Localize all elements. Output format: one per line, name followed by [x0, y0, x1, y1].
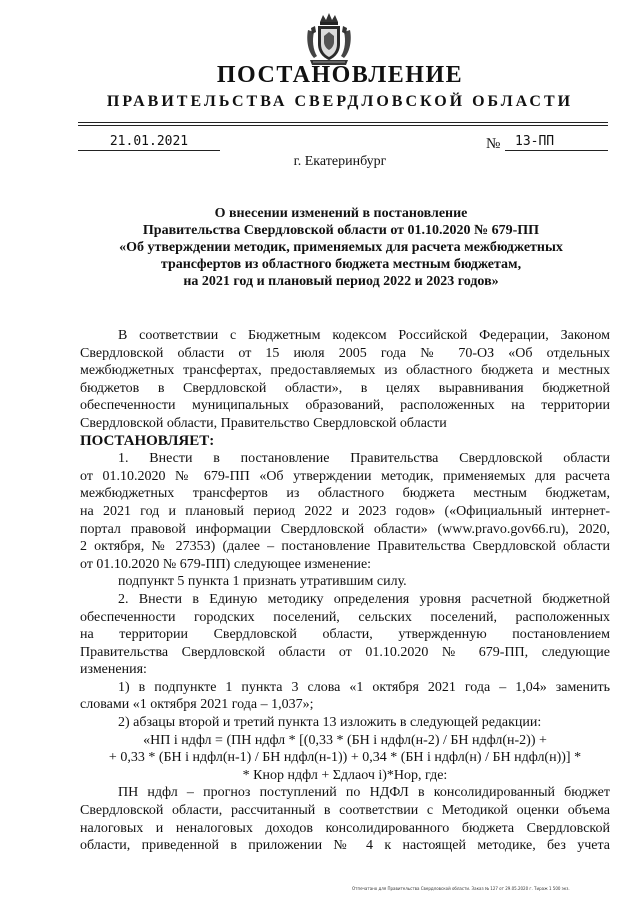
- heading-line: Правительства Свердловской области от 01.10.2020 № 679-ПП: [142, 223, 540, 238]
- body-line: бюджетов в Свердловской области», в целях выравнивания бюджетной: [80, 380, 610, 396]
- document-number: 13-ПП: [505, 134, 608, 151]
- body-line: ПН ндфл – прогноз поступлений по НДФЛ в консолидированный бюджет: [118, 785, 610, 801]
- body-line: межбюджетных трансфертах, предоставляемых из областного бюджета и местных: [80, 363, 610, 379]
- resolves-keyword: ПОСТАНОВЛЯЕТ:: [80, 432, 215, 449]
- body-line: 1. Внести в постановление Правительства Свердловской области: [118, 451, 610, 467]
- body-line: В соответствии с Бюджетным кодексом Российской Федерации, Законом: [118, 328, 610, 343]
- header-divider: [78, 122, 608, 126]
- body-line: 2. Внести в Единую методику определения уровня расчетной бюджетной: [118, 591, 610, 607]
- body-line: 2 октября, № 27353) (далее – постановление Правительства Свердловской области: [80, 539, 610, 555]
- heading-line: «Об утверждении методик, применяемых для расчета межбюджетных: [119, 240, 563, 255]
- body-line: на 2021 год и плановый период 2022 и 2023 годов» («Официальный интернет-: [80, 503, 610, 519]
- body-line: обеспеченности муниципальных образований, расположенных на территории: [80, 398, 610, 414]
- body-line: межбюджетных трансфертов из областного бюджета местным бюджетам,: [80, 486, 610, 502]
- body-line: подпункт 5 пункта 1 признать утратившим силу.: [118, 574, 407, 590]
- heading-line: О внесении изменений в постановление: [214, 206, 468, 221]
- formula-line: «НП i ндфл = (ПН ндфл * [(0,33 * (БН i ндфл(н-2) / БН ндфл(н-2)) +: [143, 732, 547, 748]
- formula-line: * Кнор ндфл + Σдлаоч i)*Нор, где:: [242, 767, 448, 783]
- body-line: обеспеченности городских поселений, сельских поселений, расположенных: [80, 609, 610, 625]
- formula-line: + 0,33 * (БН i ндфл(н-1) / БН ндфл(н-1)) + 0,34 * (БН i ндфл(н) / БН ндфл(н))] *: [108, 750, 582, 766]
- body-line: изменения:: [80, 662, 147, 678]
- body-line: портал правовой информации Свердловской области» (www.pravo.gov66.ru), 2020,: [80, 521, 610, 537]
- body-line: Свердловской области от 15 июля 2005 года № 70-ОЗ «Об отдельных: [80, 345, 610, 361]
- document-date: 21.01.2021: [78, 134, 220, 151]
- body-line: словами «1 октября 2021 года – 1,037»;: [80, 697, 314, 713]
- print-footer-note: Отпечатано для Правительства Свердловской области. Заказ № 127 от 29.05.2020 г. Тираж 1 500 экз.: [352, 886, 570, 891]
- body-line: Свердловской области, рассчитанный в соответствии с Методикой оценки объема: [80, 803, 610, 819]
- document-body: [80, 327, 610, 855]
- body-line: Свердловской области, Правительство Свердловской области: [80, 415, 447, 431]
- document-heading: [80, 205, 602, 290]
- issuer-subtitle: ПРАВИТЕЛЬСТВА СВЕРДЛОВСКОЙ ОБЛАСТИ: [106, 93, 574, 110]
- body-line: Правительства Свердловской области от 01.10.2020 № 679-ПП, следующие: [80, 644, 610, 660]
- city-name: г. Екатеринбург: [293, 154, 387, 169]
- heading-line: на 2021 год и плановый период 2022 и 2023 годов»: [183, 274, 499, 289]
- body-line: от 01.10.2020 № 679-ПП) следующее изменение:: [80, 556, 372, 572]
- document-type-title: ПОСТАНОВЛЕНИЕ: [216, 62, 464, 88]
- body-line: от 01.10.2020 № 679-ПП «Об утверждении методик, применяемых для расчета: [80, 468, 610, 484]
- heading-line: трансфертов из областного бюджета местным бюджетам,: [160, 257, 522, 272]
- body-line: области, приведенной в приложении № 4 к настоящей методике, без учета: [80, 838, 610, 854]
- number-sign: №: [486, 136, 501, 152]
- body-line: 1) в подпункте 1 пункта 3 слова «1 октября 2021 года – 1,04» заменить: [118, 679, 610, 695]
- body-line: налоговых и неналоговых доходов консолидированного бюджета Свердловской: [80, 820, 610, 836]
- body-line: 2) абзацы второй и третий пункта 13 изложить в следующей редакции:: [118, 715, 542, 731]
- coat-of-arms-emblem: [304, 12, 354, 68]
- body-line: на территории Свердловской области, утвержденную постановлением: [80, 627, 610, 643]
